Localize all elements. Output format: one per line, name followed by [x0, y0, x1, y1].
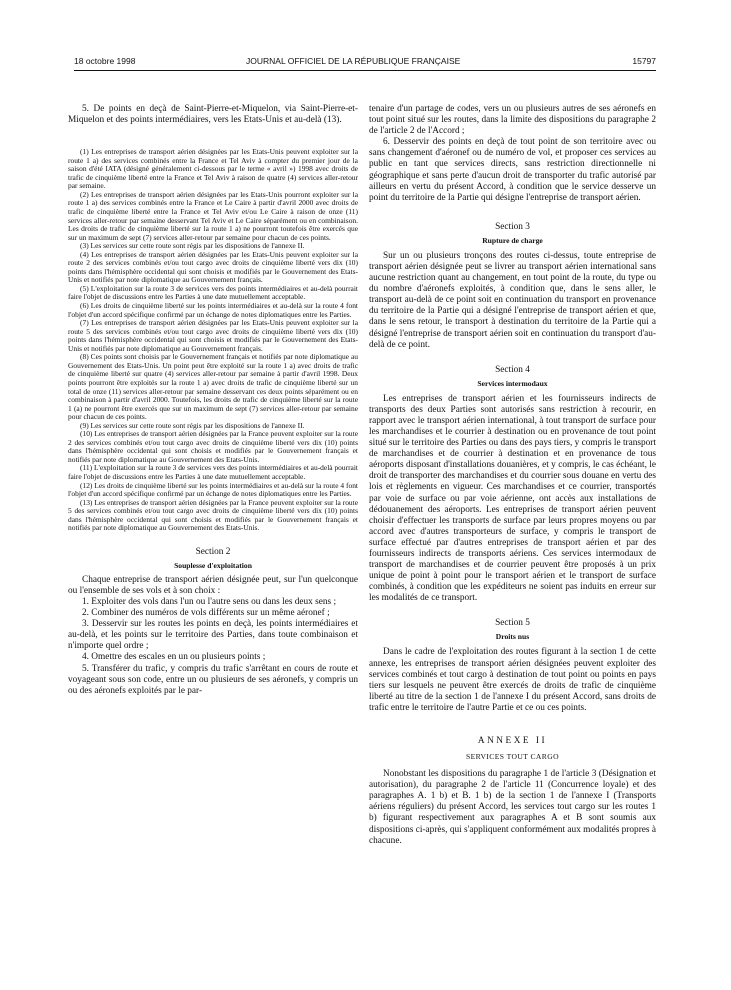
- section-2-item-4: 4. Omettre des escales en un ou plusieurs points ;: [82, 652, 266, 663]
- footnote-7: (7) Les entreprises de transport aérien désignées par les Etats-Unis peuvent exploiter sur la route 5 des services combinés et/ou tout cargo avec droits de cinquième liberté vers dix (10) points dans l'hémisphère occidental qui sont choisis et modifiés par le Gouvernement des Etats-Unis et notifiés par note diplomatique au Gouvernement français.: [68, 318, 358, 353]
- header-title: JOURNAL OFFICIEL DE LA RÉPUBLIQUE FRANÇAISE: [246, 56, 461, 66]
- footnote-9: (9) Les services sur cette route sont régis par les dispositions de l'annexe II.: [80, 420, 305, 430]
- section-2-item-2: 2. Combiner des numéros de vols différents sur un même aéronef ;: [82, 608, 330, 619]
- section-2-item-6: 6. Desservir des points en deçà de tout point de son territoire avec ou sans changement d'aéronef ou de numéro de vol, et proposer ces services au public en tant que services directs, sans restriction directionnelle ni géographique et sans perte d'aucun droit de transporter du trafic autorisé par ailleurs en vertu du présent Accord, à condition que le service desserve un point du territoire de la Partie qui désigne l'entreprise de transport aérien.: [369, 137, 656, 203]
- annex-text: Nonobstant les dispositions du paragraphe 1 de l'article 3 (Désignation et autorisation), du paragraphe 2 de l'article 11 (Concurrence loyale) et des paragraphes A. 1 b) et B. 1 b) de la section 1 de l'annexe I (Transports aériens réguliers) du présent Accord, les services tout cargo sur les routes 1 b) figurant respectivement aux paragraphes A et B sont soumis aux dispositions ci-après, qui s'appliquent conformément aux modalités propres à chacune.: [369, 769, 656, 846]
- footnote-8: (8) Ces points sont choisis par le Gouvernement français et notifiés par note diplomatique au Gouvernement des Etats-Unis. Un point peut être exploité sur la route 1 a) avec droits de trafic de cinquième liberté sur quatre (4) services aller-retour par semaine à partir d'avril 1998. Deux points pourront être exploités sur la route 1 a) avec droits de trafic de cinquième liberté sur un total de onze (11) services aller-retour par semaine desservant ces deux points séparément ou en combinaison à partir d'avril 2000. Toutefois, les droits de trafic de cinquième liberté sur la route 1 (a) ne pourront être exercés que sur un maximum de sept (7) services aller-retour par semaine pour chacun de ces points.: [68, 352, 358, 422]
- footnote-13: (13) Les entreprises de transport aérien désignées par la France peuvent exploiter sur la route 5 des services combinés et/ou tout cargo avec droits de cinquième liberté vers dix (10) points dans l'hémisphère occidental qui sont choisis et modifiés par le Gouvernement français et notifiés par note diplomatique au Gouvernement des Etats-Unis.: [68, 497, 358, 533]
- section-5-title: Section 5: [495, 618, 530, 629]
- section-4-text: Les entreprises de transport aérien et les fournisseurs indirects de transports des deux Parties sont autorisés sans restriction à recourir, en rapport avec le transport aérien international, à tout transport de surface pour les marchandises et le courrier à destination ou en provenance de tout point situé sur le territoire des Parties ou dans des pays tiers, y compris le transport de marchandises et de courrier à destination et en provenance de tous aéroports disposant d'installations douanières, et y compris, le cas échéant, le droit de transporter des marchandises et du courrier sous douane en vertu des lois et règlements en vigueur. Ces marchandises et ce courrier, transportés par voie de surface ou par voie aérienne, ont accès aux installations de dédouanement des aéroports. Les entreprises de transport aérien peuvent choisir d'effectuer les transports de surface par leurs propres moyens ou par accord avec d'autres transporteurs de surface, y compris le transport de surface effectué par d'autres entreprises de transport aérien et par des fournisseurs indirects de transports aériens. Ces services intermodaux de transport de marchandises et de courrier peuvent être proposés à un prix unique de point à point pour le transport aérien et le transport de surface combinés, à condition que les expéditeurs ne soient pas induits en erreur sur les modalités de ce transport.: [369, 393, 656, 604]
- section-2-item-1: 1. Exploiter des vols dans l'un ou l'autre sens ou dans les deux sens ;: [82, 596, 337, 607]
- section-3-title: Section 3: [495, 221, 530, 232]
- footnote-6: (6) Les droits de cinquième liberté sur les points intermédiaires et au-delà sur la route 4 font l'objet d'un accord spécifique confirmé par un échange de notes diplomatiques entre les Parties.: [68, 301, 358, 319]
- left-column: [68, 104, 358, 697]
- section-3-subtitle: Rupture de charge: [482, 235, 543, 245]
- footnotes: [68, 148, 358, 533]
- footnote-12: (12) Les droits de cinquième liberté sur les points intermédiaires et au-delà sur la route 4 font l'objet d'un accord spécifique confirmé par un échange de notes diplomatiques entre les Parties.: [68, 480, 358, 499]
- section-5-subtitle: Droits nus: [495, 632, 530, 642]
- section-2-title: Section 2: [195, 546, 231, 557]
- section-4-title: Section 4: [495, 364, 530, 375]
- section-2-subtitle: Souplesse d'exploitation: [174, 560, 252, 570]
- header-date: 18 octobre 1998: [74, 56, 136, 66]
- section-2-paragraph: Chaque entreprise de transport aérien désignée peut, sur l'un quelconque ou l'ensemble de ses vols et à son choix :: [68, 574, 358, 596]
- section-2-item-5: 5. Transférer du trafic, y compris du trafic s'arrêtant en cours de route et voyageant sous son code, entre un ou plusieurs de ses aéronefs, y compris un ou des aéronefs exploités par le par-: [68, 663, 358, 696]
- footnote-2: (2) Les entreprises de transport aérien désignées par les Etats-Unis pourront exploiter sur la route 1 a) des services combinés entre la France et Le Caire à partir d'avril 2000 avec droits de trafic de cinquième liberté entre la France et Tel Aviv et/ou Le Caire à raison de onze (11) services aller-retour par semaine desservant Tel Aviv et Le Caire séparément ou en combinaison. Les droits de trafic de cinquième liberté sur la route 1 a) ne pourront toutefois être exercés que sur un maximum de sept (7) services aller-retour par semaine pour chacun de ces points.: [68, 189, 358, 242]
- footnote-1: (1) Les entreprises de transport aérien désignées par les Etats-Unis peuvent exploiter sur la route 1 a) des services combinés entre la France et Tel Aviv à compter du premier jour de la saison d'été IATA (désigné généralement ci-dessous par le terme « avril ») 1998 avec droits de trafic de cinquième liberté entre la France et Tel Aviv à raison de quatre (4) services aller-retour par semaine.: [68, 147, 358, 191]
- footnote-4: (4) Les entreprises de transport aérien désignées par les Etats-Unis peuvent exploiter sur la route 2 des services combinés et/ou tout cargo avec droits de cinquième liberté vers dix (10) points dans l'hémisphère occidental qui sont choisis et modifiés par le Gouvernement des Etats-Unis et notifiés par note diplomatique au Gouvernement français.: [68, 249, 358, 285]
- annex-title: ANNEXE II: [477, 736, 548, 747]
- footnote-3: (3) Les services sur cette route sont régis par les dispositions de l'annexe II.: [80, 241, 305, 251]
- section-3-text: Sur un ou plusieurs tronçons des routes ci-dessus, toute entreprise de transport aérien désignée peut se livrer au transport aérien international sans aucune restriction quant au changement, en tout point de la route, du type ou du nombre d'aéronefs exploités, à condition que, dans le sens aller, le transport au-delà de ce point soit en continuation du transport en provenance du territoire de la Partie qui a désigné l'entreprise de transport aérien et que, dans le sens retour, le transport à destination du territoire de la Partie qui a désigné l'entreprise de transport aérien soit en continuation du transport d'au-delà de ce point.: [369, 250, 656, 350]
- section-4-subtitle: Services intermodaux: [477, 378, 548, 388]
- running-header: [74, 56, 656, 71]
- footnote-10: (10) Les entreprises de transport aérien désignées par la France peuvent exploiter sur la route 2 des services combinés et/ou tout cargo avec droits de cinquième liberté vers dix (10) points dans l'hémisphère occidental qui sont choisis et modifiés par le Gouvernement français et notifiés par note diplomatique au Gouvernement des Etats-Unis.: [68, 429, 358, 464]
- section-2-item-3: 3. Desservir sur les routes les points en deçà, les points intermédiaires et au-delà, et les points sur le territoire des Parties, dans toute combinaison et n'importe quel ordre ;: [68, 619, 358, 652]
- annex-subtitle: SERVICES TOUT CARGO: [465, 752, 560, 762]
- route-5-text: 5. De points en deçà de Saint-Pierre-et-Miquelon, via Saint-Pierre-et-Miquelon et des points intermédiaires, vers les Etats-Unis et au-delà (13).: [68, 104, 358, 126]
- footnote-5: (5) L'exploitation sur la route 3 de services vers des points intermédiaires et au-delà pourrait faire l'objet de discussions entre les Parties à une date mutuellement acceptable.: [68, 283, 358, 302]
- footnote-11: (11) L'exploitation sur la route 3 de services vers des points intermédiaires et au-delà pourrait faire l'objet de discussions entre les Parties à une date mutuellement acceptable.: [68, 463, 358, 481]
- right-column: [369, 104, 656, 847]
- header-page-number: 15797: [632, 56, 656, 66]
- section-5-text: Dans le cadre de l'exploitation des routes figurant à la section 1 de cette annexe, les entreprises de transport aérien désignées peuvent exploiter des services combinés et tout cargo à destination de tout point ou points en pays tiers sur lesquels ne peuvent être exercés de droits de trafic de cinquième liberté au titre de la section 1 de l'annexe I du présent Accord, sans droits de trafic entre le territoire de l'autre Partie et ce ou ces points.: [369, 647, 656, 713]
- item-5-continuation: tenaire d'un partage de codes, vers un ou plusieurs autres de ses aéronefs en tout point situé sur les routes, dans la limite des dispositions du paragraphe 2 de l'article 2 de l'Accord ;: [369, 104, 656, 137]
